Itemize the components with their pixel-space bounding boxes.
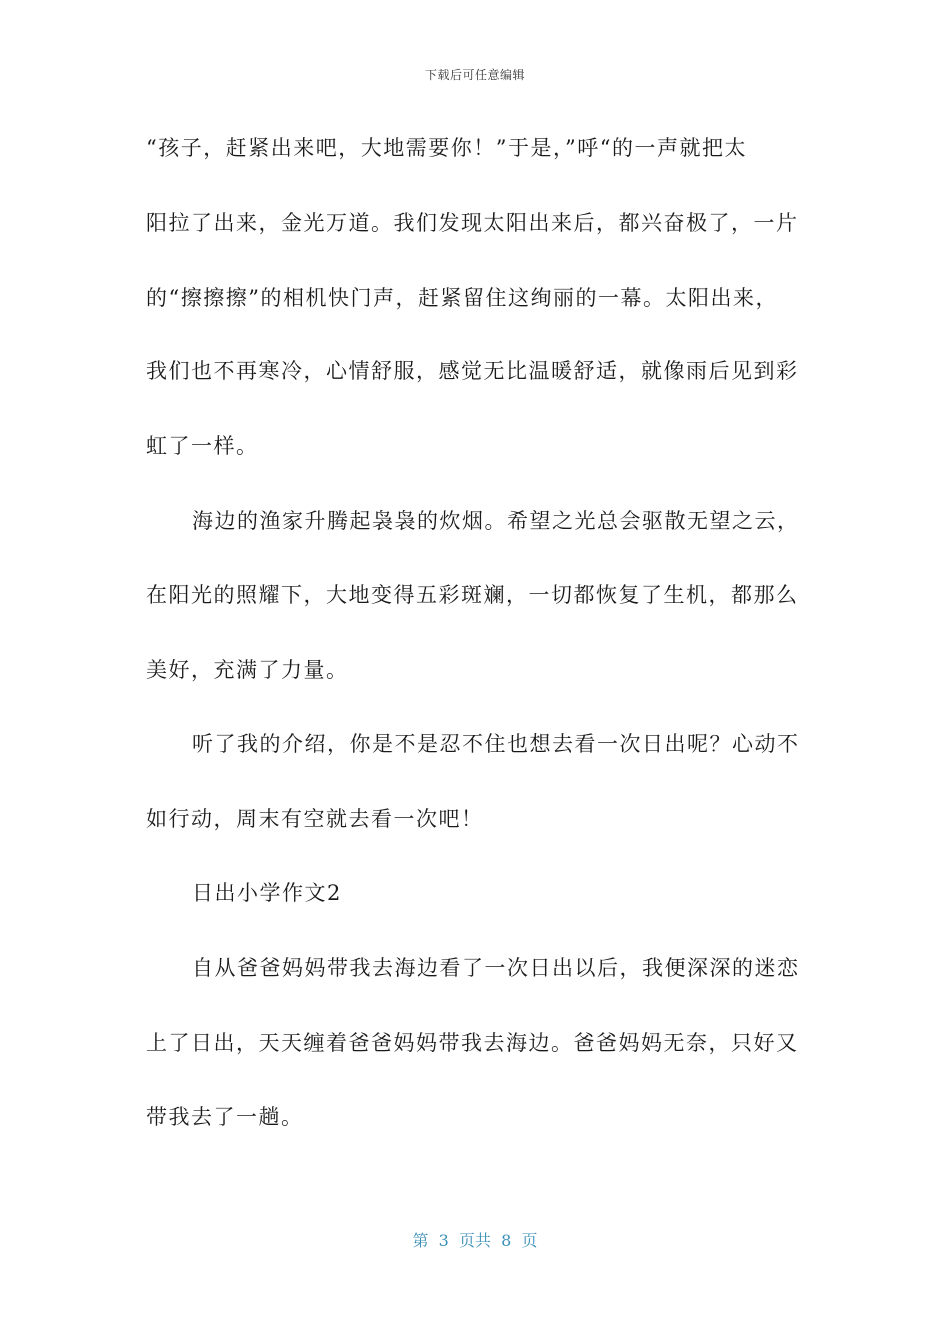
text-line: 海边的渔家升腾起袅袅的炊烟。希望之光总会驱散无望之云， xyxy=(192,509,800,533)
text-line: 我们也不再寒冷，心情舒服，感觉无比温暖舒适，就像雨后见到彩 xyxy=(146,359,799,383)
page-number-footer: 第 3 页共 8 页 xyxy=(412,1231,538,1250)
text-line: 上了日出，天天缠着爸爸妈妈带我去海边。爸爸妈妈无奈，只好又 xyxy=(146,1031,799,1055)
text-line: “孩子，赶紧出来吧，大地需要你！”于是，”呼“的一声就把太 xyxy=(146,136,747,160)
text-line: 在阳光的照耀下，大地变得五彩斑斓，一切都恢复了生机，都那么 xyxy=(146,583,799,607)
text-line: 的“擦擦擦”的相机快门声，赶紧留住这绚丽的一幕。太阳出来， xyxy=(146,286,778,310)
section-heading: 日出小学作文2 xyxy=(192,881,342,905)
text-line: 美好，充满了力量。 xyxy=(146,658,349,682)
text-line: 如行动，周末有空就去看一次吧！ xyxy=(146,807,484,831)
page-header: 下载后可任意编辑 xyxy=(424,68,525,82)
text-line: 阳拉了出来，金光万道。我们发现太阳出来后，都兴奋极了，一片 xyxy=(146,211,799,235)
text-line: 听了我的介绍，你是不是忍不住也想去看一次日出呢？心动不 xyxy=(192,732,800,756)
text-line: 自从爸爸妈妈带我去海边看了一次日出以后，我便深深的迷恋 xyxy=(192,956,800,980)
text-line: 虹了一样。 xyxy=(146,434,259,458)
text-line: 带我去了一趟。 xyxy=(146,1105,304,1129)
